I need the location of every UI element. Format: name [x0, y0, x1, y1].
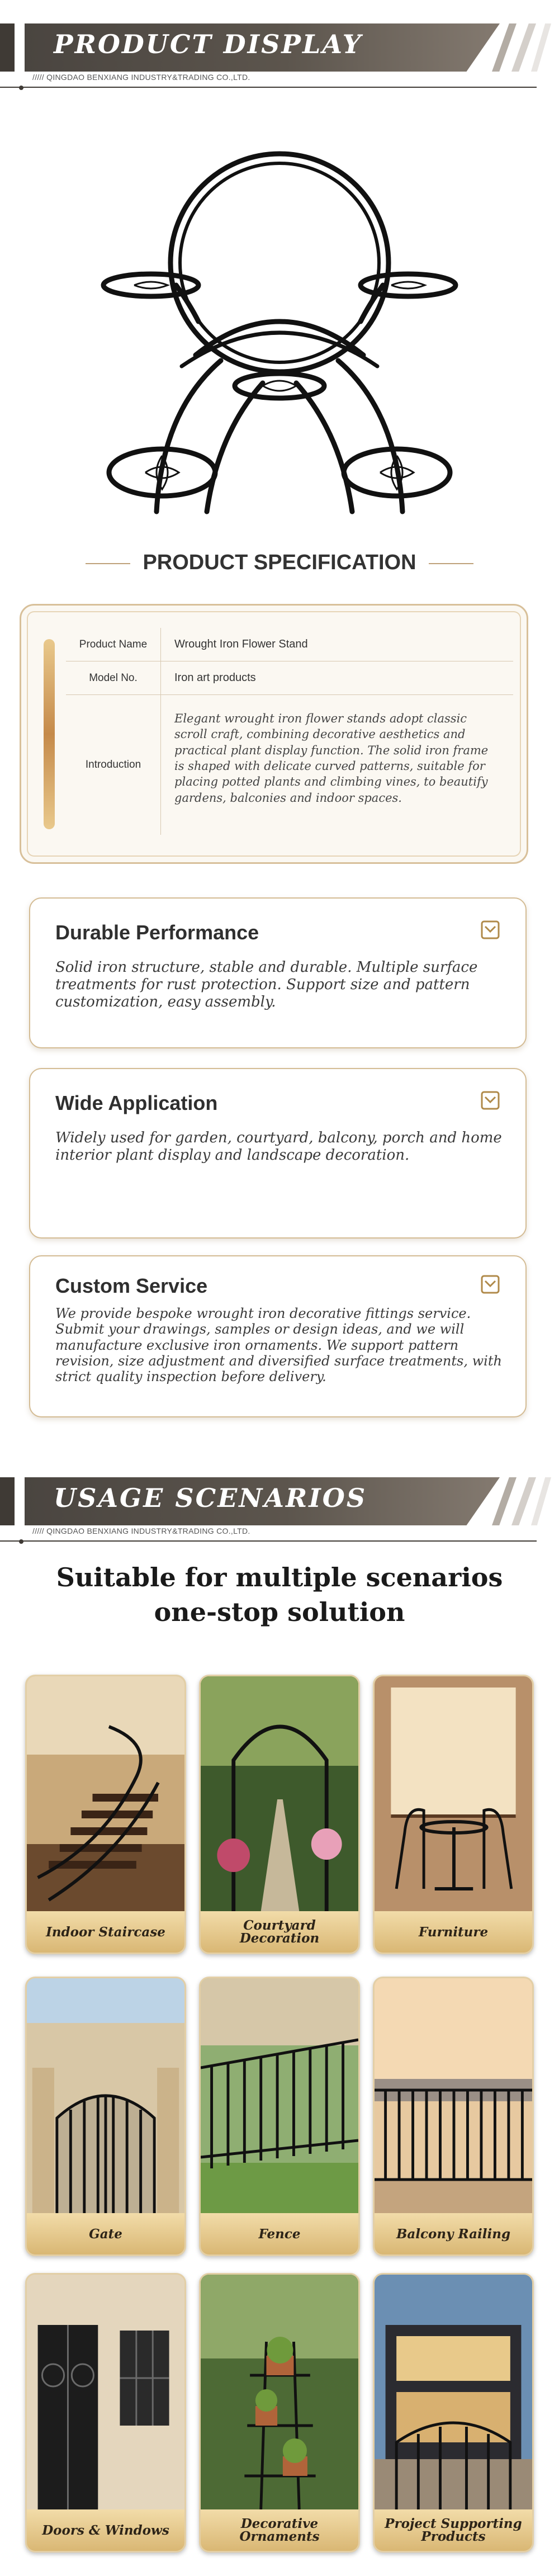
scenario-label: Doors & Windows [27, 2509, 184, 2551]
feature-description: Widely used for garden, courtyard, balcony, porch and home interior plant display and landscape decoration. [55, 1129, 502, 1164]
specification-heading [0, 551, 559, 575]
decorative-handle [44, 639, 55, 829]
gate-photo-icon [27, 1978, 184, 2213]
feature-description: Solid iron structure, stable and durable. Multiple surface treatments for rust protection. Support size and pattern customization, easy assembly. [55, 959, 478, 1011]
doors-windows-photo-icon [27, 2275, 184, 2509]
scenario-label: Fence [201, 2213, 358, 2254]
section-title: PRODUCT DISPLAY [54, 29, 363, 59]
spec-value: Wrought Iron Flower Stand [174, 638, 308, 650]
fence-photo-icon [201, 1978, 358, 2213]
spec-value: Iron art products [174, 672, 256, 684]
wrought-iron-flower-stand-illustration [78, 120, 481, 523]
feature-description: We provide bespoke wrought iron decorative fittings service. Submit your drawings, samples or design ideas, and we will manufacture exclusive iron ornaments. We support pattern revision, size adjustment and diversified surface treatments, with strict quality inspection before delivery. [55, 1306, 502, 1385]
divider [0, 87, 537, 88]
company-name: ///// QINGDAO BENXIANG INDUSTRY&TRADING CO.,LTD. [32, 1526, 250, 1535]
heading-decoration [429, 563, 473, 564]
mail-icon [480, 1090, 500, 1110]
usage-heading-line: one-stop solution [154, 1597, 405, 1628]
mail-icon [480, 920, 500, 940]
feature-title: Custom Service [55, 1274, 208, 1297]
spec-key: Introduction [66, 695, 161, 835]
scenario-tile-doors-windows[interactable] [25, 2273, 186, 2553]
scenario-label: Project Supporting Products [375, 2509, 532, 2551]
banner-stripe [531, 1477, 551, 1525]
specification-card [20, 604, 528, 864]
specification-table [66, 628, 513, 835]
company-name: ///// QINGDAO BENXIANG INDUSTRY&TRADING CO.,LTD. [32, 73, 250, 82]
spec-value: Elegant wrought iron flower stands adopt classic scroll craft, combining decorative aesthetics and practical plant display function. The solid iron frame is shaped with delicate curved patterns, suitable for placing potted plants and climbing vines, to beautify gardens, balconies and indoor spaces. [174, 712, 489, 805]
usage-heading-line: Suitable for multiple scenarios [56, 1562, 503, 1592]
scenario-label: Furniture [375, 1911, 532, 1953]
scenario-tile-decorative-ornaments[interactable] [199, 2273, 360, 2553]
divider-dot [19, 1539, 23, 1544]
section-title: USAGE SCENARIOS [54, 1483, 367, 1513]
divider [0, 1540, 537, 1542]
banner-stripe [511, 1477, 536, 1525]
scenario-tile-furniture[interactable] [373, 1675, 534, 1954]
scenario-tile-indoor-staircase[interactable] [25, 1675, 186, 1954]
spec-row-product-name [66, 628, 513, 661]
feature-card-custom [29, 1255, 527, 1417]
mail-icon [480, 1274, 500, 1294]
building-photo-icon [375, 2275, 532, 2509]
banner-stripe [492, 23, 517, 72]
feature-title: Wide Application [55, 1091, 218, 1114]
scenario-label: Courtyard Decoration [201, 1911, 358, 1953]
staircase-photo-icon [27, 1676, 184, 1911]
spec-row-model [66, 661, 513, 695]
plant-stand-photo-icon [201, 2275, 358, 2509]
scenario-tile-balcony[interactable] [373, 1977, 534, 2256]
scenario-label: Balcony Railing [375, 2213, 532, 2254]
specification-heading-text: PRODUCT SPECIFICATION [143, 551, 416, 574]
furniture-photo-icon [375, 1676, 532, 1911]
banner-accent-block [0, 1477, 15, 1525]
banner-stripe [531, 23, 551, 72]
usage-heading [0, 1560, 559, 1629]
spec-key: Model No. [66, 661, 161, 694]
heading-decoration [86, 563, 130, 564]
feature-title: Durable Performance [55, 921, 259, 944]
banner-stripe [511, 23, 536, 72]
scenario-label: Decorative Ornaments [201, 2509, 358, 2551]
feature-card-application [29, 1068, 527, 1239]
banner-stripe [492, 1477, 517, 1525]
scenario-tile-project[interactable] [373, 2273, 534, 2553]
product-display-banner [0, 0, 559, 84]
usage-scenarios-banner [0, 1454, 559, 1538]
banner-accent-block [0, 23, 15, 72]
scenario-tile-courtyard[interactable] [199, 1675, 360, 1954]
feature-card-durable [29, 897, 527, 1048]
balcony-railing-photo-icon [375, 1978, 532, 2213]
scenario-tile-fence[interactable] [199, 1977, 360, 2256]
scenario-tile-gate[interactable] [25, 1977, 186, 2256]
scenario-label: Indoor Staircase [27, 1911, 184, 1953]
scenario-label: Gate [27, 2213, 184, 2254]
spec-key: Product Name [66, 628, 161, 661]
courtyard-arch-photo-icon [201, 1676, 358, 1911]
spec-row-introduction [66, 695, 513, 835]
divider-dot [19, 86, 23, 90]
